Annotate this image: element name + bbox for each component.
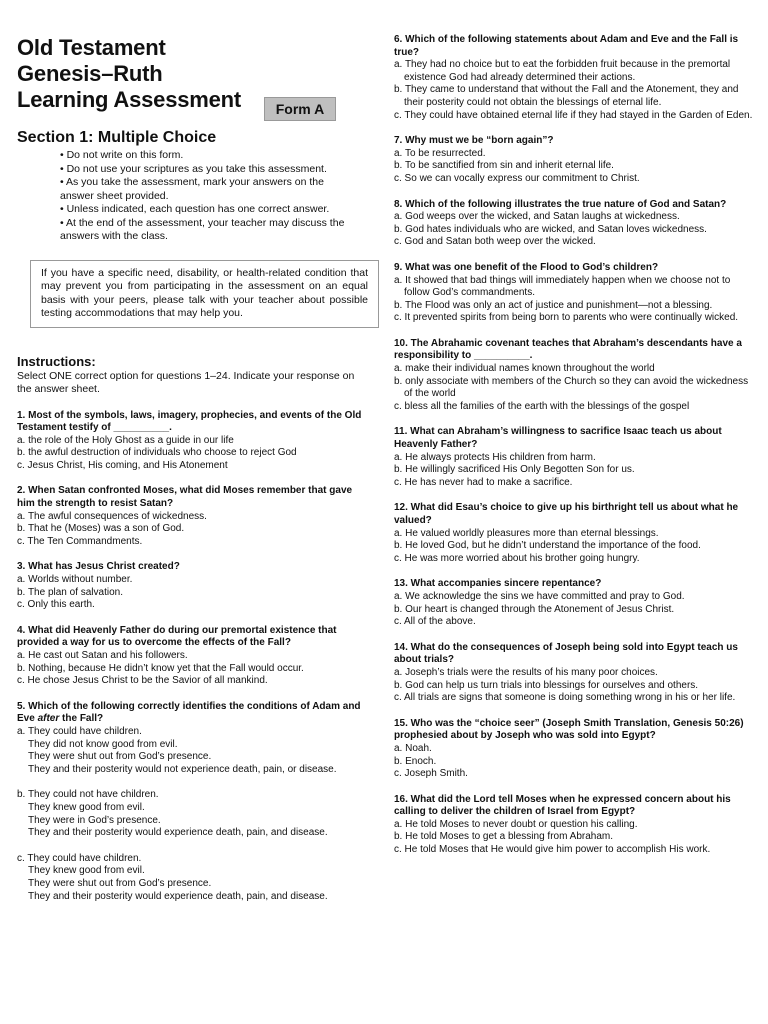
answer-option: b. Enoch. [394,755,437,767]
answer-option: c. It prevented spirits from being born to parents who were continually wicked. [394,312,739,324]
section-title: Section 1: Multiple Choice [17,129,217,146]
answer-option-detail: They were in God’s presence. [28,814,161,826]
title-line-2: Genesis–Ruth [17,61,163,86]
answer-option: b. He told Moses to get a blessing from Abraham. [394,831,613,843]
question-block [17,485,370,548]
question-text: 1. Most of the symbols, laws, imagery, prophecies, and events of the Old Testament testify of __________. [17,409,362,434]
answer-option: b. They came to understand that without the Fall and the Atonement, they and their posterity could not obtain the blessings of eternal life. [394,84,739,108]
answer-option-detail: They did not know good from evil. [28,738,178,750]
answer-option: a. He told Moses to never doubt or question his calling. [394,818,638,830]
rule-item: • Unless indicated, each question has one correct answer. [60,203,330,215]
answer-option: c. Joseph Smith. [394,768,468,780]
answer-option: c. All of the above. [394,616,476,628]
answer-option: a. He valued worldly pleasures more than eternal blessings. [394,527,659,539]
question-5 [17,701,370,903]
answer-option: b. The Flood was only an act of justice and punishment—not a blessing. [394,299,713,311]
question-text: 10. The Abrahamic covenant teaches that Abraham’s descendants have a responsibility to __________. [394,337,742,362]
question-block [394,578,754,628]
answer-option: a. Worlds without number. [17,574,133,586]
answer-option-detail: They and their posterity would experience death, pain, and disease. [28,890,328,902]
answer-option: b. That he (Moses) was a son of God. [17,523,185,535]
rule-item-continued: answer sheet provided. [60,189,169,202]
answer-option: c. God and Satan both weep over the wicked. [394,236,596,248]
question-block [17,625,370,688]
question-block [394,426,754,489]
answer-option: a. They had no choice but to eat the forbidden fruit because in the premortal existence God had already determined their actions. [394,59,731,83]
title-line-3: Learning Assessment [17,87,242,112]
question-text: 15. Who was the “choice seer” (Joseph Smith Translation, Genesis 50:26) prophesied about by Joseph who was sold into Egypt? [394,717,744,742]
answer-option: b. They could not have children. [17,789,159,801]
answer-option: a. He cast out Satan and his followers. [17,650,188,661]
question-block [394,34,754,122]
answer-option: a. They could have children. [17,725,142,737]
right-column [394,34,754,857]
answer-option: c. He has never had to make a sacrifice. [394,476,573,488]
question-text: 9. What was one benefit of the Flood to God’s children? [394,261,659,273]
left-column [17,35,370,903]
question-block [17,410,370,473]
answer-option: b. He loved God, but he didn’t understand the importance of the food. [394,540,701,552]
answer-option-detail: They and their posterity would not experience death, pain, or disease. [28,763,337,775]
answer-option-detail: They knew good from evil. [28,801,145,813]
rule-item: • As you take the assessment, mark your answers on the [60,176,324,188]
answer-option: b. God hates individuals who are wicked, and Satan loves wickedness. [394,223,707,235]
question-block [394,642,754,705]
answer-option: c. He was more worried about his brother going hungry. [394,552,640,564]
answer-option: c. Only this earth. [17,599,95,611]
answer-option: b. The plan of salvation. [17,586,123,598]
title-line-1: Old Testament [17,35,166,60]
accommodation-notice: If you have a specific need, disability, or health-related condition that may prevent you from participating in the assessment on an equal basis with your peers, please talk with your teacher about possible testing accommodations that may help you. [30,260,379,328]
question-text: 16. What did the Lord tell Moses when he expressed concern about his calling to deliver the children of Israel from Egypt? [394,793,731,818]
answer-option: b. the awful destruction of individuals who choose to reject God [17,447,297,459]
answer-option: c. The Ten Commandments. [17,535,143,547]
rule-item: • Do not write on this form. [60,149,184,161]
answer-option: b. Nothing, because He didn’t know yet that the Fall would occur. [17,662,304,674]
question-block [394,338,754,414]
answer-option: a. make their individual names known throughout the world [394,363,655,375]
answer-option-detail: They were shut out from God’s presence. [28,751,212,763]
answer-option: a. The awful consequences of wickedness. [17,510,207,522]
left-question-list [17,410,370,688]
question-block [17,561,370,611]
answer-option-detail: They knew good from evil. [28,865,145,877]
answer-option: a. We acknowledge the sins we have committed and pray to God. [394,590,685,602]
answer-option: b. To be sanctified from sin and inherit eternal life. [394,160,614,172]
answer-option: a. He always protects His children from harm. [394,451,596,463]
question-text: 8. Which of the following illustrates the true nature of God and Satan? [394,198,727,210]
answer-option: c. They could have obtained eternal life if they had stayed in the Garden of Eden. [394,109,753,121]
emphasis-after: after [37,713,60,725]
answer-option: b. God can help us turn trials into blessings for ourselves and others. [394,679,699,691]
question-text: 14. What do the consequences of Joseph being sold into Egypt teach us about trials? [394,641,738,666]
question-text: 12. What did Esau’s choice to give up his birthright tell us about what he valued? [394,502,739,526]
answer-option: b. only associate with members of the Church so they can avoid the wickedness of the world [394,375,749,400]
question-block [394,135,754,185]
q5-option-groups [17,726,370,903]
answer-option: a. Joseph’s trials were the results of his many poor choices. [394,666,658,678]
answer-option: c. So we can vocally express our commitment to Christ. [394,172,640,184]
answer-option: a. To be resurrected. [394,147,486,159]
question-text: 13. What accompanies sincere repentance? [394,578,602,590]
instructions-title: Instructions: [17,353,96,369]
spacer [17,776,370,789]
question-text: 11. What can Abraham’s willingness to sacrifice Isaac teach us about Heavenly Father? [394,426,722,451]
form-label-badge: Form A [264,97,336,121]
question-text: 7. Why must we be “born again”? [394,135,554,147]
rule-item: • At the end of the assessment, your teacher may discuss the [60,216,345,229]
question-block [394,502,754,565]
answer-option: c. Jesus Christ, His coming, and His Atonement [17,459,228,471]
question-block [394,262,754,325]
question-block [394,794,754,857]
answer-option: b. Our heart is changed through the Atonement of Jesus Christ. [394,603,675,615]
question-text: 4. What did Heavenly Father do during our premortal existence that provided a way for us to overcome the effects of the Fall? [17,624,337,649]
rules-list [60,149,370,244]
answer-option-detail: They were shut out from God’s presence. [28,877,212,889]
answer-option: c. He told Moses that He would give him power to accomplish His work. [394,844,711,856]
instructions-text: Select ONE correct option for questions 1–24. Indicate your response on the answer sheet. [17,369,355,395]
answer-option: c. He chose Jesus Christ to be the Savior of all mankind. [17,675,268,687]
answer-option: c. All trials are signs that someone is doing something wrong in his or her life. [394,692,736,704]
rule-item: • Do not use your scriptures as you take this assessment. [60,162,327,175]
question-block [394,718,754,781]
question-text: 3. What has Jesus Christ created? [17,561,180,573]
answer-option: a. Noah. [394,742,432,754]
answer-option-detail: They and their posterity would experience death, pain, and disease. [28,827,328,839]
question-text: 2. When Satan confronted Moses, what did Moses remember that gave him the strength to resist Satan? [17,485,353,510]
answer-option: c. bless all the families of the earth with the blessings of the gospel [394,400,690,412]
answer-option: b. He willingly sacrificed His Only Begotten Son for us. [394,464,635,476]
spacer [17,840,370,853]
answer-option: c. They could have children. [17,852,142,864]
answer-option: a. the role of the Holy Ghost as a guide in our life [17,434,234,446]
question-text: 6. Which of the following statements about Adam and Eve and the Fall is true? [394,34,739,58]
title-block [17,35,370,117]
answer-option: a. It showed that bad things will immediately happen when we choose not to follow God’s commandments. [394,274,731,299]
question-text: 5. Which of the following correctly identifies the conditions of Adam and Eve after the Fall? [17,700,361,725]
rule-item-continued: answers with the class. [60,230,168,242]
answer-option: a. God weeps over the wicked, and Satan laughs at wickedness. [394,211,680,223]
question-block [394,199,754,249]
